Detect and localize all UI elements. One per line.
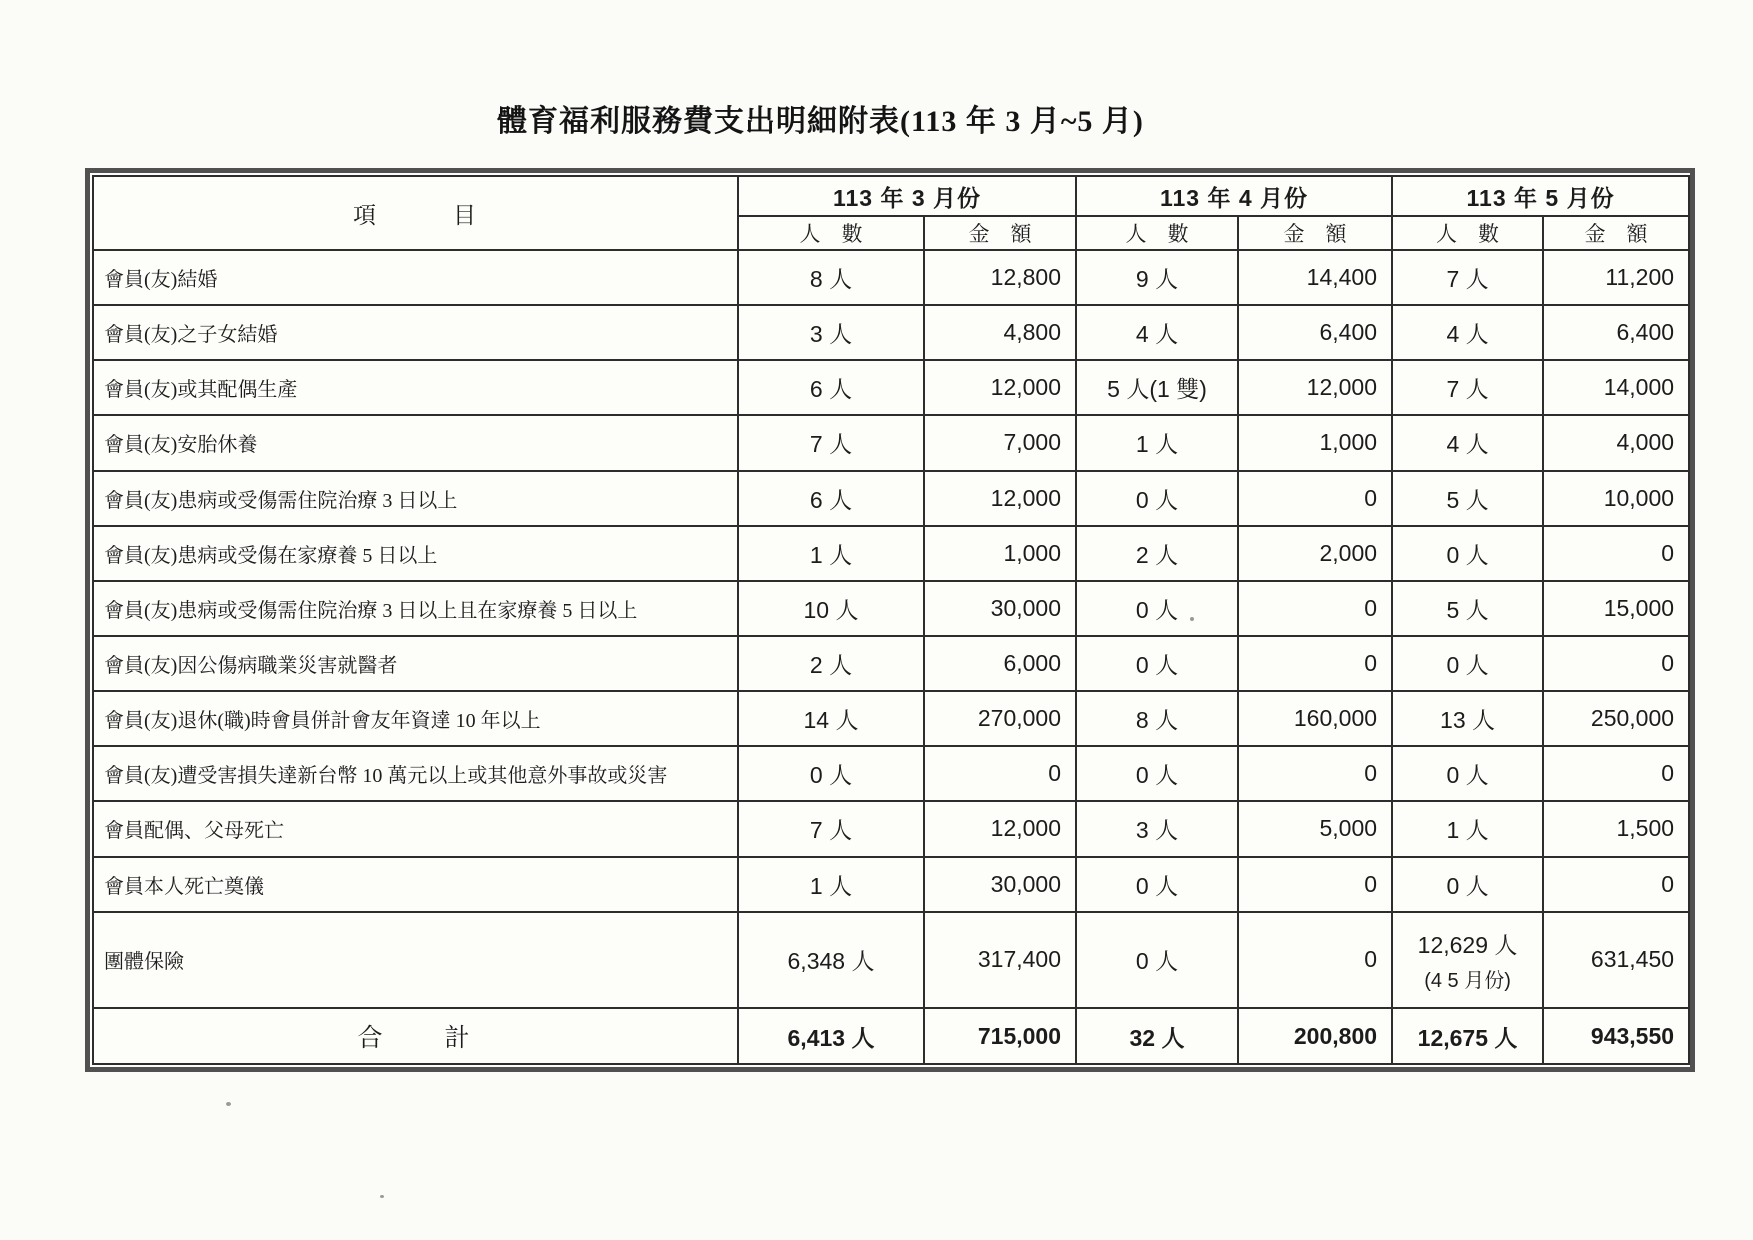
amount-cell: 0 [1238,912,1392,1008]
people-cell: 6,348 人 [738,912,924,1008]
expenditure-table [92,175,1690,1065]
people-cell: 3 人 [1076,801,1238,856]
amount-cell: 0 [1543,526,1689,581]
total-may-amount-cell: 943,550 [1543,1008,1689,1064]
amount-cell: 6,400 [1543,305,1689,360]
people-cell: 14 人 [738,691,924,746]
table-frame [85,168,1695,1072]
amount-cell: 160,000 [1238,691,1392,746]
table-row [93,360,1689,415]
item-cell: 會員(友)安胎休養 [93,415,738,470]
total-march-amount-cell: 715,000 [924,1008,1076,1064]
amount-cell: 0 [1238,746,1392,801]
people-cell: 1 人 [1076,415,1238,470]
table-header-months-row [93,176,1689,216]
table-row [93,691,1689,746]
people-cell: 0 人 [1392,857,1543,912]
people-cell: 4 人 [1392,415,1543,470]
amount-cell: 0 [1238,636,1392,691]
amount-cell: 1,000 [924,526,1076,581]
march-amount-header: 金 額 [924,216,1076,250]
people-cell: 0 人 [1076,581,1238,636]
april-amount-header: 金 額 [1238,216,1392,250]
scan-speck [226,1102,231,1106]
people-cell: 6 人 [738,471,924,526]
item-cell: 會員本人死亡奠儀 [93,857,738,912]
amount-cell: 2,000 [1238,526,1392,581]
people-cell: 13 人 [1392,691,1543,746]
month-header-march: 113 年 3 月份 [738,176,1076,216]
total-april-people-cell: 32 人 [1076,1008,1238,1064]
amount-cell: 270,000 [924,691,1076,746]
people-cell: 0 人 [738,746,924,801]
scan-speck [1190,617,1194,621]
item-cell: 會員(友)之子女結婚 [93,305,738,360]
amount-cell: 317,400 [924,912,1076,1008]
amount-cell: 30,000 [924,857,1076,912]
table-row [93,305,1689,360]
item-cell: 團體保險 [93,912,738,1008]
people-cell: 0 人 [1076,912,1238,1008]
people-cell: 9 人 [1076,250,1238,305]
item-cell: 會員(友)患病或受傷需住院治療 3 日以上 [93,471,738,526]
people-cell: 3 人 [738,305,924,360]
people-cell: 7 人 [1392,250,1543,305]
item-cell: 會員(友)退休(職)時會員併計會友年資達 10 年以上 [93,691,738,746]
amount-cell: 15,000 [1543,581,1689,636]
people-cell: 0 人 [1076,857,1238,912]
amount-cell: 5,000 [1238,801,1392,856]
people-cell: 12,629 人 (4 5 月份) [1392,912,1543,1008]
amount-cell: 30,000 [924,581,1076,636]
people-cell: 1 人 [738,526,924,581]
people-cell: 7 人 [738,415,924,470]
month-header-april: 113 年 4 月份 [1076,176,1392,216]
amount-cell: 14,400 [1238,250,1392,305]
amount-cell: 0 [1543,746,1689,801]
table-row [93,636,1689,691]
item-cell: 會員(友)患病或受傷需住院治療 3 日以上且在家療養 5 日以上 [93,581,738,636]
amount-cell: 0 [1543,857,1689,912]
amount-cell: 250,000 [1543,691,1689,746]
people-cell: 0 人 [1076,471,1238,526]
amount-cell: 1,000 [1238,415,1392,470]
item-cell: 會員(友)患病或受傷在家療養 5 日以上 [93,526,738,581]
total-april-amount-cell: 200,800 [1238,1008,1392,1064]
people-cell: 2 人 [1076,526,1238,581]
people-cell: 5 人(1 雙) [1076,360,1238,415]
item-cell: 會員(友)結婚 [93,250,738,305]
item-cell: 會員(友)或其配偶生產 [93,360,738,415]
table-row [93,471,1689,526]
item-cell: 會員配偶、父母死亡 [93,801,738,856]
table-body [93,250,1689,1008]
amount-cell: 12,000 [924,360,1076,415]
amount-cell: 12,000 [924,801,1076,856]
people-cell: 0 人 [1392,636,1543,691]
table-row [93,415,1689,470]
table-row [93,801,1689,856]
people-cell: 8 人 [738,250,924,305]
total-may-people-cell: 12,675 人 [1392,1008,1543,1064]
item-cell: 會員(友)因公傷病職業災害就醫者 [93,636,738,691]
month-header-may: 113 年 5 月份 [1392,176,1689,216]
march-people-header: 人 數 [738,216,924,250]
people-cell: 5 人 [1392,471,1543,526]
people-cell: 8 人 [1076,691,1238,746]
page-title: 體育福利服務費支出明細附表(113 年 3 月~5 月) [497,105,1144,138]
table-row [93,250,1689,305]
may-amount-header: 金 額 [1543,216,1689,250]
people-cell: 4 人 [1392,305,1543,360]
people-cell: 2 人 [738,636,924,691]
table-row [93,912,1689,1008]
amount-cell: 12,000 [1238,360,1392,415]
amount-cell: 6,000 [924,636,1076,691]
amount-cell: 12,000 [924,471,1076,526]
april-people-header: 人 數 [1076,216,1238,250]
amount-cell: 10,000 [1543,471,1689,526]
people-cell: 7 人 [738,801,924,856]
total-march-people-cell: 6,413 人 [738,1008,924,1064]
amount-cell: 0 [1543,636,1689,691]
people-cell: 0 人 [1392,526,1543,581]
amount-cell: 0 [1238,581,1392,636]
amount-cell: 631,450 [1543,912,1689,1008]
table-row [93,857,1689,912]
people-cell: 7 人 [1392,360,1543,415]
amount-cell: 0 [1238,471,1392,526]
item-column-header: 項 目 [93,176,738,250]
amount-cell: 4,800 [924,305,1076,360]
amount-cell: 14,000 [1543,360,1689,415]
table-row [93,581,1689,636]
people-cell: 1 人 [738,857,924,912]
people-cell: 0 人 [1076,636,1238,691]
people-cell: 4 人 [1076,305,1238,360]
amount-cell: 6,400 [1238,305,1392,360]
total-row [93,1008,1689,1064]
amount-cell: 12,800 [924,250,1076,305]
people-cell: 10 人 [738,581,924,636]
scan-speck [380,1195,384,1198]
amount-cell: 0 [924,746,1076,801]
people-cell: 5 人 [1392,581,1543,636]
table-row [93,746,1689,801]
people-cell: 1 人 [1392,801,1543,856]
may-people-header: 人 數 [1392,216,1543,250]
people-cell: 6 人 [738,360,924,415]
amount-cell: 7,000 [924,415,1076,470]
people-cell: 0 人 [1076,746,1238,801]
table-row [93,526,1689,581]
item-cell: 會員(友)遭受害損失達新台幣 10 萬元以上或其他意外事故或災害 [93,746,738,801]
amount-cell: 11,200 [1543,250,1689,305]
amount-cell: 0 [1238,857,1392,912]
people-cell: 0 人 [1392,746,1543,801]
amount-cell: 1,500 [1543,801,1689,856]
amount-cell: 4,000 [1543,415,1689,470]
total-label-cell: 合 計 [93,1008,738,1064]
